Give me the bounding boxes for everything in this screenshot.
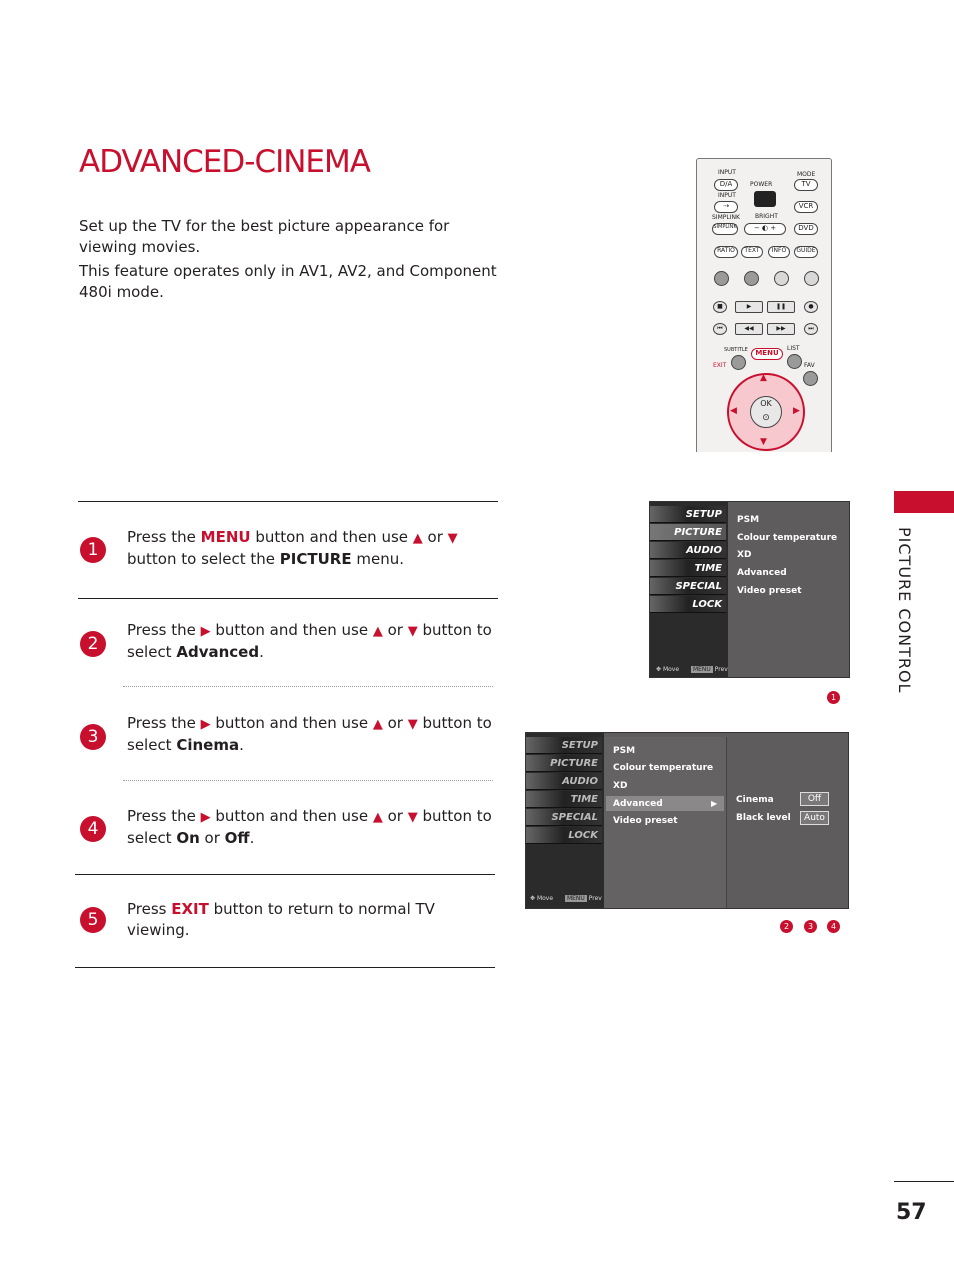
remote-list-label: LIST <box>787 345 800 352</box>
nav-down-icon: ▼ <box>760 437 767 447</box>
remote-simplink-button: SIMPLINK <box>712 223 738 235</box>
step-badge-5: 5 <box>80 907 106 933</box>
osd1-item-xd: XD <box>737 550 752 560</box>
section-tab-label: PICTURE CONTROL <box>895 527 914 694</box>
rewind-icon: ◀◀ <box>735 323 763 335</box>
play-icon: ▶ <box>735 301 763 313</box>
step-divider <box>75 967 495 968</box>
down-arrow-icon: ▼ <box>447 531 458 546</box>
osd1-footer: ✥ Move MENU Prev <box>656 666 728 673</box>
record-icon: ● <box>804 301 818 313</box>
osd2-category-picture: PICTURE <box>526 755 602 772</box>
remote-ok-label: OK <box>760 399 772 408</box>
osd2-category-special: SPECIAL <box>526 809 602 826</box>
step-divider <box>78 501 498 502</box>
osd1-item-advanced: Advanced <box>737 568 787 578</box>
osd2-step-badge-3: 3 <box>804 920 817 933</box>
remote-simplink-label: SIMPLINK <box>712 214 740 221</box>
remote-subtitle-button <box>731 355 746 370</box>
remote-control-illustration <box>696 158 832 452</box>
osd2-item-xd: XD <box>613 781 628 791</box>
osd-menu-advanced <box>525 732 849 909</box>
remote-info-button: INFO <box>768 246 790 258</box>
step-4-text: Press the ▶ button and then use ▲ or ▼ button to select On or Off. <box>127 807 492 847</box>
osd2-cinema-value: Off <box>800 792 829 806</box>
remote-input-label: INPUT <box>718 169 736 176</box>
osd1-category-time: TIME <box>650 560 726 577</box>
page-number-rule <box>894 1181 954 1182</box>
remote-list-button <box>787 354 802 369</box>
up-arrow-icon: ▲ <box>372 624 383 639</box>
osd2-step-badge-2: 2 <box>780 920 793 933</box>
osd2-sub-cinema: Cinema <box>736 795 774 805</box>
step-divider <box>75 874 495 875</box>
osd2-footer: ✥ Move MENU Prev <box>530 895 602 902</box>
osd1-item-video-preset: Video preset <box>737 586 802 596</box>
remote-color-button-1 <box>714 271 729 286</box>
osd1-step-badge: 1 <box>827 691 840 704</box>
step-badge-2: 2 <box>80 631 106 657</box>
osd2-category-time: TIME <box>526 791 602 808</box>
osd1-category-setup: SETUP <box>650 506 726 523</box>
osd1-category-lock: LOCK <box>650 596 726 613</box>
down-arrow-icon: ▼ <box>407 624 418 639</box>
stop-icon: ■ <box>713 301 727 313</box>
nav-up-icon: ▲ <box>760 373 767 383</box>
remote-subtitle-label: SUBTITLE <box>724 347 748 353</box>
step-3-text: Press the ▶ button and then use ▲ or ▼ button to select Cinema. <box>127 714 492 754</box>
osd1-item-colour-temperature: Colour temperature <box>737 533 838 543</box>
step-2-text: Press the ▶ button and then use ▲ or ▼ button to select Advanced. <box>127 621 492 661</box>
remote-color-button-3 <box>774 271 789 286</box>
step-divider <box>78 598 498 599</box>
osd2-step-badge-4: 4 <box>827 920 840 933</box>
step-1-text: Press the MENU button and then use ▲ or ▼ button to select the PICTURE menu. <box>127 528 458 568</box>
down-arrow-icon: ▼ <box>407 717 418 732</box>
remote-input-button: ⇢ <box>714 201 738 213</box>
osd2-category-audio: AUDIO <box>526 773 602 790</box>
osd1-category-audio: AUDIO <box>650 542 726 559</box>
right-arrow-icon: ▶ <box>200 717 211 732</box>
remote-input2-label: INPUT <box>718 192 736 199</box>
osd2-category-setup: SETUP <box>526 737 602 754</box>
up-arrow-icon: ▲ <box>372 717 383 732</box>
osd1-category-special: SPECIAL <box>650 578 726 595</box>
remote-power-label: POWER <box>750 181 773 188</box>
remote-menu-button: MENU <box>751 348 783 360</box>
up-arrow-icon: ▲ <box>372 810 383 825</box>
down-arrow-icon: ▼ <box>407 810 418 825</box>
osd-menu-picture <box>649 501 850 678</box>
step-5-text: Press EXIT button to return to normal TV viewing. <box>127 900 435 939</box>
osd2-item-advanced: Advanced <box>613 799 663 809</box>
power-button-icon <box>754 191 776 207</box>
osd2-item-video-preset: Video preset <box>613 816 678 826</box>
remote-text-button: TEXT <box>741 246 763 258</box>
section-tab-marker <box>894 491 954 513</box>
remote-fav-button <box>803 371 818 386</box>
move-icon: ✥ <box>530 895 536 902</box>
osd2-black-level-value: Auto <box>800 811 829 825</box>
remote-bright-rocker: − ◐ + <box>744 223 786 235</box>
nav-left-icon: ◀ <box>730 406 737 416</box>
remote-color-button-2 <box>744 271 759 286</box>
intro-line-1: Set up the TV for the best picture appearance for viewing movies. <box>79 217 450 256</box>
up-arrow-icon: ▲ <box>412 531 423 546</box>
step-dotted-divider <box>123 686 493 687</box>
remote-ok-button: OK ⊙ <box>750 396 782 428</box>
page-title: ADVANCED-CINEMA <box>79 144 370 180</box>
move-icon: ✥ <box>656 666 662 673</box>
remote-vcr-button: VCR <box>794 201 818 213</box>
remote-fav-label: FAV <box>804 362 815 369</box>
page-number: 57 <box>896 1200 927 1225</box>
remote-tv-button: TV <box>794 179 818 191</box>
right-arrow-icon: ▶ <box>200 810 211 825</box>
step-dotted-divider <box>123 780 493 781</box>
osd2-item-colour-temperature: Colour temperature <box>613 763 714 773</box>
remote-color-button-4 <box>804 271 819 286</box>
remote-ratio-button: RATIO <box>714 246 738 258</box>
remote-guide-button: GUIDE <box>794 246 818 258</box>
fast-forward-icon: ▶▶ <box>767 323 795 335</box>
skip-back-icon: ⏮ <box>713 323 727 335</box>
remote-bright-label: BRIGHT <box>755 213 778 220</box>
osd2-sub-black-level: Black level <box>736 813 791 823</box>
osd1-category-picture: PICTURE <box>650 524 726 541</box>
remote-mode-label: MODE <box>797 171 816 178</box>
remote-dvd-button: DVD <box>794 223 818 235</box>
submenu-arrow-icon: ▶ <box>711 799 718 808</box>
step-badge-4: 4 <box>80 816 106 842</box>
remote-exit-label: EXIT <box>713 362 727 369</box>
right-arrow-icon: ▶ <box>200 624 211 639</box>
osd2-item-psm: PSM <box>613 746 636 756</box>
pause-icon: ❚❚ <box>767 301 795 313</box>
remote-da-button: D/A <box>714 179 738 191</box>
skip-forward-icon: ⏭ <box>804 323 818 335</box>
osd2-category-lock: LOCK <box>526 827 602 844</box>
osd1-item-psm: PSM <box>737 515 760 525</box>
step-badge-3: 3 <box>80 724 106 750</box>
nav-right-icon: ▶ <box>793 406 800 416</box>
intro-line-2: This feature operates only in AV1, AV2, and Component 480i mode. <box>79 262 497 301</box>
step-badge-1: 1 <box>80 537 106 563</box>
